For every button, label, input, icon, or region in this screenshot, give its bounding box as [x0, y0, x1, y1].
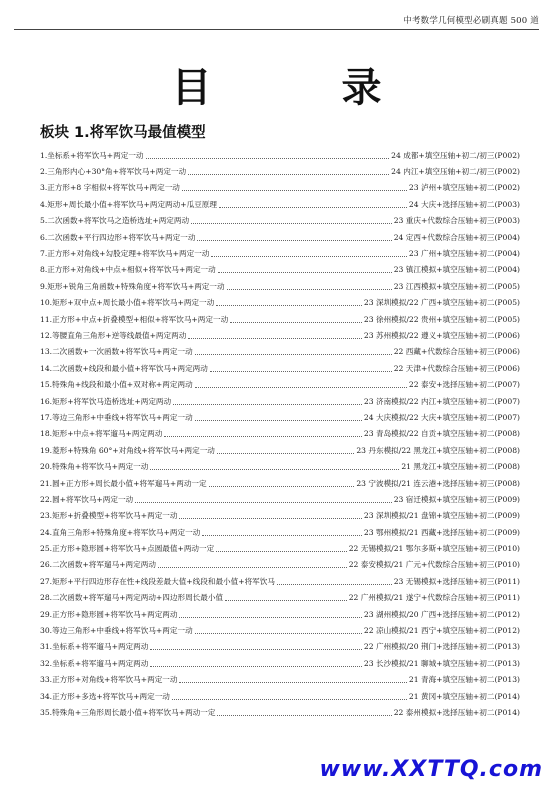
toc-entry-title: 正方形+对角线+中点+相似+将军饮马+两定一动 — [47, 265, 216, 275]
toc-entry-title: 矩形+周长最小值+将军饮马+两定两动+瓜豆原理 — [47, 199, 217, 209]
toc-entry[interactable] — [40, 393, 520, 409]
toc-entry-leader — [150, 463, 399, 470]
toc-entry-source: 22 广州模拟/20 荆门+选择压轴+初二(P013) — [363, 642, 520, 652]
toc-entry-number: 18. — [40, 429, 53, 439]
toc-entry-number: 31. — [40, 642, 53, 652]
toc-entry-number: 26. — [40, 560, 53, 570]
toc-entry-leader — [217, 447, 354, 454]
toc-entry-number: 34. — [40, 691, 53, 701]
toc-entry-source: 22 泰州模拟+选择压轴+初二(P014) — [393, 707, 520, 717]
toc-entry-leader — [210, 365, 392, 372]
toc-entry-leader — [135, 496, 392, 503]
toc-entry-title: 三角形内心+30°角+将军饮马+两定一动 — [47, 167, 187, 177]
toc-entry-title: 矩形+双中点+周长最小值+将军饮马+两定一动 — [52, 298, 215, 308]
toc-entry-number: 30. — [40, 626, 53, 636]
toc-entry-number: 21. — [40, 478, 53, 488]
toc-entry-source: 22 广州模拟/21 遂宁+代数综合压轴+初三(P011) — [348, 593, 520, 603]
toc-entry-leader — [197, 234, 391, 241]
toc-entry-source: 23 长沙模拟/21 聊城+填空压轴+初二(P013) — [363, 658, 520, 668]
toc-entry-source: 24 内江+填空压轴+初二/初三(P002) — [391, 167, 520, 177]
toc-entry-title: 正方形+对角线+将军饮马+两定一动 — [52, 675, 178, 685]
toc-entry-source: 23 苏州模拟/22 遵义+填空压轴+初二(P006) — [363, 330, 520, 340]
toc-entry-title: 正方形+多选+将军饮马+两定一动 — [52, 691, 170, 701]
toc-entry[interactable] — [40, 360, 520, 376]
toc-entry-title: 等边三角形+中垂线+将军饮马+两定一动 — [52, 412, 193, 422]
toc-entry-number: 14. — [40, 363, 53, 373]
toc-entry-number: 3. — [40, 183, 48, 193]
toc-entry[interactable] — [40, 573, 520, 589]
toc-entry[interactable] — [40, 409, 520, 425]
toc-entry-title: 二次函数+将军遛马+两定两动+四边形周长最小值 — [52, 593, 224, 603]
toc-entry-source: 21 青海+填空压轴+初二(P013) — [408, 675, 520, 685]
toc-entry-leader — [146, 152, 390, 159]
toc-entry-number: 5. — [40, 216, 48, 226]
toc-entry-title: 矩形+折叠模型+将军饮马+两定一动 — [52, 511, 178, 521]
toc-entry-title: 矩形+平行四边形存在性+线段差最大值+线段和最小值+将军饮马 — [52, 576, 275, 586]
toc-entry-source: 22 无锡模拟/21 鄂尔多斯+填空压轴+初三(P010) — [348, 544, 520, 554]
toc-entry-title: 正方形+隐形圆+将军饮马+点圆最值+两动一定 — [52, 544, 215, 554]
toc-entry-leader — [195, 627, 362, 634]
toc-entry-title: 坐标系+将军遛马+两定两动 — [52, 642, 149, 652]
toc-entry-title: 特殊角+三角形周长最小值+将军饮马+两动一定 — [52, 707, 216, 717]
toc-entry-leader — [209, 480, 355, 487]
toc-entry[interactable] — [40, 278, 520, 294]
toc-entry-leader — [218, 266, 392, 273]
toc-entry-title: 矩形+中点+将军遛马+两定两动 — [52, 429, 163, 439]
toc-list — [40, 147, 520, 721]
toc-entry-number: 7. — [40, 249, 48, 259]
toc-title-char-1: 目 — [171, 65, 212, 111]
toc-entry-number: 2. — [40, 167, 48, 177]
toc-entry-leader — [216, 545, 347, 552]
toc-entry-source: 23 无锡模拟+选择压轴+初三(P011) — [393, 576, 520, 586]
toc-entry-leader — [219, 201, 407, 208]
toc-entry-source: 23 江西模拟+填空压轴+初二(P005) — [393, 281, 520, 291]
toc-entry-source: 23 深圳模拟/21 盘锦+填空压轴+初二(P009) — [363, 511, 520, 521]
toc-entry-leader — [182, 184, 407, 191]
toc-entry[interactable] — [40, 327, 520, 343]
toc-entry-number: 23. — [40, 511, 53, 521]
toc-entry-source: 24 大庆+选择压轴+初二(P003) — [408, 199, 520, 209]
toc-entry-number: 19. — [40, 445, 53, 455]
toc-entry-title: 菱形+特殊角 60°+对角线+将军饮马+两定一动 — [52, 445, 215, 455]
toc-entry[interactable] — [40, 639, 520, 655]
toc-entry[interactable] — [40, 540, 520, 556]
toc-entry-number: 10. — [40, 298, 53, 308]
toc-entry-leader — [158, 561, 347, 568]
toc-entry-number: 33. — [40, 675, 53, 685]
toc-entry[interactable] — [40, 491, 520, 507]
toc-entry-title: 正方形+8 字相似+将军饮马+两定一动 — [47, 183, 180, 193]
toc-entry-source: 22 泰安+选择压轴+初二(P007) — [408, 380, 520, 390]
toc-entry-number: 27. — [40, 576, 53, 586]
toc-entry[interactable] — [40, 442, 520, 458]
toc-entry[interactable] — [40, 295, 520, 311]
toc-entry-number: 22. — [40, 494, 53, 504]
toc-entry-number: 15. — [40, 380, 53, 390]
toc-entry-source: 23 泸州+填空压轴+初二(P002) — [408, 183, 520, 193]
toc-entry-leader — [179, 676, 406, 683]
toc-entry-number: 25. — [40, 544, 53, 554]
toc-entry-title: 特殊角+将军饮马+两定一动 — [52, 462, 149, 472]
toc-entry[interactable] — [40, 245, 520, 261]
toc-entry-leader — [216, 299, 362, 306]
toc-entry-title: 坐标系+将军遛马+两定两动 — [52, 658, 149, 668]
toc-entry-leader — [179, 512, 361, 519]
toc-entry-title: 正方形+对角线+勾股定理+将军饮马+两定一动 — [47, 249, 210, 259]
toc-entry-source: 23 重庆+代数综合压轴+初三(P003) — [393, 216, 520, 226]
toc-entry-title: 正方形+隐形圆+将军饮马+两定两动 — [52, 609, 178, 619]
toc-entry[interactable] — [40, 524, 520, 540]
toc-entry-number: 28. — [40, 593, 53, 603]
toc-entry-title: 圆+将军饮马+两定一动 — [52, 494, 134, 504]
toc-entry-leader — [202, 529, 362, 536]
toc-entry-leader — [191, 217, 392, 224]
toc-entry-source: 23 湖州模拟/20 广西+选择压轴+初二(P012) — [363, 609, 520, 619]
toc-entry-title: 二次函数+线段和最小值+将军饮马+两定两动 — [52, 363, 208, 373]
toc-entry-title: 二次函数+平行四边形+将军饮马+两定一动 — [47, 232, 196, 242]
toc-entry-leader — [164, 430, 362, 437]
toc-entry[interactable] — [40, 213, 520, 229]
toc-entry-source: 23 丹东模拟/22 黑龙江+填空压轴+初二(P008) — [356, 445, 520, 455]
toc-entry[interactable] — [40, 344, 520, 360]
toc-entry-title: 等腰直角三角形+逆等线最值+两定两动 — [52, 330, 187, 340]
toc-entry-leader — [277, 578, 392, 585]
toc-entry-number: 9. — [40, 281, 48, 291]
toc-entry-number: 32. — [40, 658, 53, 668]
header-divider — [14, 29, 539, 30]
toc-entry-source: 23 宿迁模拟+填空压轴+初三(P009) — [393, 494, 520, 504]
toc-entry-source: 23 宁波模拟/21 连云港+选择压轴+初三(P008) — [356, 478, 520, 488]
toc-entry[interactable] — [40, 262, 520, 278]
toc-entry[interactable] — [40, 180, 520, 196]
toc-entry-title: 圆+正方形+周长最小值+将军遛马+两动一定 — [52, 478, 207, 488]
toc-entry[interactable] — [40, 229, 520, 245]
toc-entry[interactable] — [40, 688, 520, 704]
toc-entry-number: 17. — [40, 412, 53, 422]
toc-entry-leader — [195, 414, 362, 421]
toc-title-char-2: 录 — [341, 65, 382, 111]
toc-entry-number: 13. — [40, 347, 53, 357]
toc-entry-source: 23 广州+填空压轴+初二(P004) — [408, 249, 520, 259]
toc-entry-leader — [188, 168, 389, 175]
toc-entry[interactable] — [40, 426, 520, 442]
toc-entry-source: 24 定西+代数综合压轴+初三(P004) — [393, 232, 520, 242]
toc-entry[interactable] — [40, 196, 520, 212]
toc-entry-leader — [195, 381, 407, 388]
toc-entry[interactable] — [40, 311, 520, 327]
running-header: 中考数学几何模型必刷真题 500 道 — [403, 16, 539, 26]
toc-entry[interactable] — [40, 458, 520, 474]
toc-entry-title: 二次函数+一次函数+将军饮马+两定一动 — [52, 347, 193, 357]
toc-entry-number: 16. — [40, 396, 53, 406]
toc-entry[interactable] — [40, 376, 520, 392]
toc-entry-leader — [150, 660, 362, 667]
toc-entry-source: 24 成都+填空压轴+初二/初三(P002) — [391, 150, 520, 160]
toc-entry-title: 正方形+中点+折叠模型+相似+将军饮马+两定一动 — [52, 314, 229, 324]
toc-entry-number: 12. — [40, 330, 53, 340]
toc-entry-title: 矩形+将军饮马造桥选址+两定两动 — [52, 396, 172, 406]
toc-entry-source: 21 黑龙江+填空压轴+初二(P008) — [401, 462, 520, 472]
toc-entry-source: 23 青岛模拟/22 自贡+填空压轴+初二(P008) — [363, 429, 520, 439]
toc-entry[interactable] — [40, 557, 520, 573]
toc-entry-leader — [230, 316, 362, 323]
toc-entry-title: 坐标系+将军饮马+两定一动 — [47, 150, 144, 160]
toc-entry-source: 21 黄冈+填空压轴+初二(P014) — [408, 691, 520, 701]
toc-entry-source: 24 大庆模拟/22 大庆+填空压轴+初二(P007) — [363, 412, 520, 422]
toc-entry[interactable] — [40, 475, 520, 491]
toc-entry-number: 20. — [40, 462, 53, 472]
toc-entry-leader — [227, 283, 392, 290]
toc-entry-number: 11. — [40, 314, 53, 324]
toc-entry-source: 23 鄂州模拟/21 西藏+选择压轴+初二(P009) — [363, 527, 520, 537]
toc-entry-source: 22 天津+代数综合压轴+初三(P006) — [393, 363, 520, 373]
toc-entry-source: 23 济南模拟/22 内江+填空压轴+初二(P007) — [363, 396, 520, 406]
toc-entry-number: 24. — [40, 527, 53, 537]
toc-entry-number: 4. — [40, 199, 48, 209]
toc-entry-leader — [179, 611, 361, 618]
toc-entry-number: 8. — [40, 265, 48, 275]
toc-entry-title: 矩形+锐角三角函数+特殊角度+将军饮马+两定一动 — [47, 281, 225, 291]
toc-entry-title: 二次函数+将军遛马+两定两动 — [52, 560, 156, 570]
toc-entry-leader — [217, 709, 391, 716]
toc-entry-source: 22 凉山模拟/21 西宁+填空压轴+初二(P012) — [363, 626, 520, 636]
toc-entry[interactable] — [40, 508, 520, 524]
toc-entry-leader — [150, 643, 362, 650]
toc-entry-title: 直角三角形+特殊角度+将军饮马+两定一动 — [52, 527, 201, 537]
toc-entry-number: 6. — [40, 232, 48, 242]
toc-entry[interactable] — [40, 672, 520, 688]
toc-entry-number: 29. — [40, 609, 53, 619]
toc-entry[interactable] — [40, 606, 520, 622]
toc-entry-leader — [172, 693, 407, 700]
toc-entry-source: 23 徐州模拟/22 贵州+填空压轴+初二(P005) — [363, 314, 520, 324]
toc-entry-leader — [195, 348, 392, 355]
toc-entry-title: 等边三角形+中垂线+将军饮马+两定一动 — [52, 626, 193, 636]
toc-entry-leader — [211, 250, 407, 257]
toc-title — [0, 56, 553, 111]
section-heading: 板块 1.将军饮马最值模型 — [40, 125, 206, 141]
toc-entry-number: 1. — [40, 150, 48, 160]
toc-entry-source: 22 西藏+代数综合压轴+初三(P006) — [393, 347, 520, 357]
toc-entry-source: 23 镇江模拟+填空压轴+初二(P004) — [393, 265, 520, 275]
toc-entry-number: 35. — [40, 707, 53, 717]
toc-entry[interactable] — [40, 655, 520, 671]
toc-entry[interactable] — [40, 590, 520, 606]
toc-entry-leader — [173, 398, 362, 405]
toc-entry-title: 二次函数+将军饮马之造桥选址+两定两动 — [47, 216, 190, 226]
toc-entry-leader — [225, 594, 347, 601]
toc-entry[interactable] — [40, 147, 520, 163]
toc-entry[interactable] — [40, 622, 520, 638]
toc-entry[interactable] — [40, 163, 520, 179]
toc-entry-source: 23 深圳模拟/22 广西+填空压轴+初二(P005) — [363, 298, 520, 308]
toc-entry[interactable] — [40, 704, 520, 720]
toc-entry-source: 22 泰安模拟/21 广元+代数综合压轴+初三(P010) — [348, 560, 520, 570]
site-watermark: www.XXTTQ.com — [319, 757, 543, 782]
toc-entry-title: 特殊角+线段和最小值+双对称+两定两动 — [52, 380, 193, 390]
toc-entry-leader — [188, 332, 362, 339]
